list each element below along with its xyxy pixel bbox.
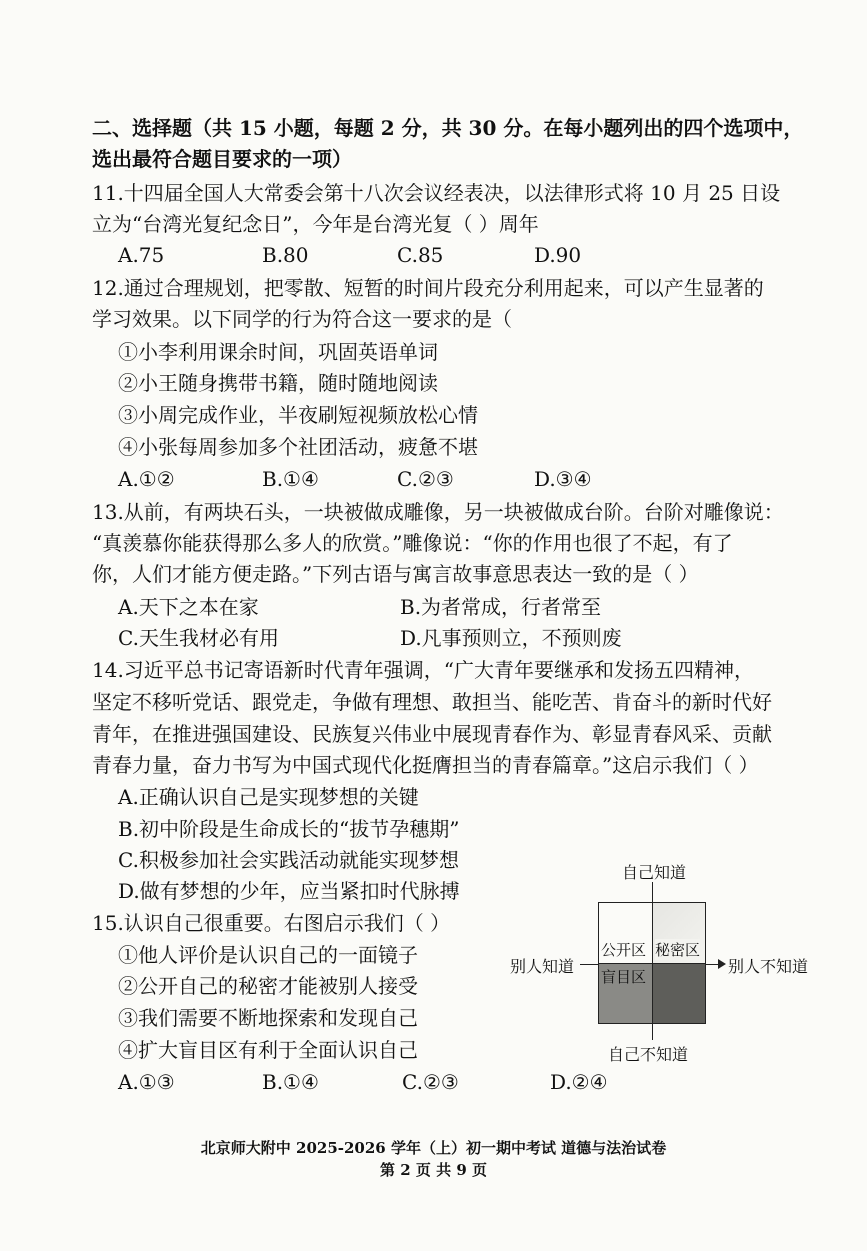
q13-stem-line2: “真羡慕你能获得那么多人的欣赏。”雕像说：“你的作用也很了不起，有了: [92, 531, 733, 555]
q11-option-c: C.85: [397, 243, 444, 267]
q14-option-c: C.积极参加社会实践活动就能实现梦想: [118, 848, 459, 872]
arrow-right-icon: [718, 959, 726, 969]
q15-item-4: ④扩大盲目区有利于全面认识自己: [118, 1038, 418, 1062]
johari-window-diagram: [510, 858, 830, 1068]
q14-stem-line4: 青春力量，奋力书写为中国式现代化挺膺担当的青春篇章。”这启示我们（ ）: [92, 753, 759, 777]
q11-option-a: A.75: [118, 243, 165, 267]
q15-option-c: C.②③: [402, 1070, 459, 1094]
q13-option-d: D.凡事预则立，不预则废: [400, 626, 622, 650]
box-divider-vertical: [652, 903, 653, 1023]
q15-stem-line1: 15.认识自己很重要。右图启示我们（ ）: [92, 911, 451, 935]
q13-stem-line3: 你，人们才能方便走路。”下列古语与寓言故事意思表达一致的是（ ）: [92, 562, 699, 586]
section-title-line1: 二、选择题（共 15 小题，每题 2 分，共 30 分。在每小题列出的四个选项中，: [92, 116, 804, 140]
section-title-line2: 选出最符合题目要求的一项）: [92, 147, 352, 171]
q14-stem-line2: 坚定不移听党话、跟党走，争做有理想、敢担当、能吃苦、肯奋斗的新时代好: [92, 690, 772, 714]
q12-option-d: D.③④: [534, 467, 592, 491]
footer-school-line: 北京师大附中 2025-2026 学年（上）初一期中考试 道德与法治试卷: [200, 1139, 667, 1157]
q14-stem-line1: 14.习近平总书记寄语新时代青年强调，“广大青年要继承和发扬五四精神，: [92, 658, 755, 682]
q13-stem-line1: 13.从前，有两块石头，一块被做成雕像，另一块被做成台阶。台阶对雕像说：: [92, 500, 784, 524]
q12-item-2: ②小王随身携带书籍，随时随地阅读: [118, 371, 438, 395]
q14-option-d: D.做有梦想的少年，应当紧扣时代脉搏: [118, 879, 460, 903]
q11-option-b: B.80: [262, 243, 309, 267]
q13-option-b: B.为者常成，行者常至: [400, 595, 602, 619]
diagram-label-top: 自己知道: [622, 863, 687, 882]
q11-option-d: D.90: [534, 243, 582, 267]
secret-area-label: 秘密区: [655, 941, 701, 959]
diagram-label-right: 别人不知道: [728, 957, 809, 976]
diagram-label-bottom: 自己不知道: [608, 1045, 689, 1064]
johari-box: [598, 902, 706, 1024]
q14-option-a: A.正确认识自己是实现梦想的关键: [118, 785, 419, 809]
q15-option-b: B.①④: [262, 1070, 319, 1094]
q14-stem-line3: 青年，在推进强国建设、民族复兴伟业中展现青春作为、彰显青春风采、贡献: [92, 722, 772, 746]
q15-item-3: ③我们需要不断地探索和发现自己: [118, 1006, 418, 1030]
blind-area-label: 盲目区: [601, 968, 647, 986]
q12-option-c: C.②③: [397, 467, 454, 491]
q12-item-3: ③小周完成作业，半夜刷短视频放松心情: [118, 403, 478, 427]
q15-option-a: A.①③: [118, 1070, 175, 1094]
q15-item-1: ①他人评价是认识自己的一面镜子: [118, 943, 418, 967]
q11-stem-line2: 立为“台湾光复纪念日”，今年是台湾光复（ ）周年: [92, 212, 539, 236]
q12-item-1: ①小李利用课余时间，巩固英语单词: [118, 340, 438, 364]
footer-page-number: 第 2 页 共 9 页: [380, 1161, 487, 1179]
diagram-label-left: 别人知道: [510, 957, 575, 976]
q14-option-b: B.初中阶段是生命成长的“拔节孕穗期”: [118, 817, 460, 841]
q13-option-a: A.天下之本在家: [118, 595, 259, 619]
q12-option-b: B.①④: [262, 467, 319, 491]
q12-stem-line1: 12.通过合理规划，把零散、短暂的时间片段充分利用起来，可以产生显著的: [92, 276, 764, 300]
q12-option-a: A.①②: [118, 467, 175, 491]
open-area-label: 公开区: [601, 941, 647, 959]
q13-option-c: C.天生我材必有用: [118, 626, 279, 650]
unknown-area-cell: [653, 964, 705, 1023]
q11-stem-line1: 11.十四届全国人大常委会第十八次会议经表决，以法律形式将 10 月 25 日设: [92, 181, 781, 205]
q12-stem-line2: 学习效果。以下同学的行为符合这一要求的是（: [92, 307, 512, 331]
q12-item-4: ④小张每周参加多个社团活动，疲惫不堪: [118, 435, 478, 459]
q15-item-2: ②公开自己的秘密才能被别人接受: [118, 974, 418, 998]
q15-option-d: D.②④: [550, 1070, 608, 1094]
